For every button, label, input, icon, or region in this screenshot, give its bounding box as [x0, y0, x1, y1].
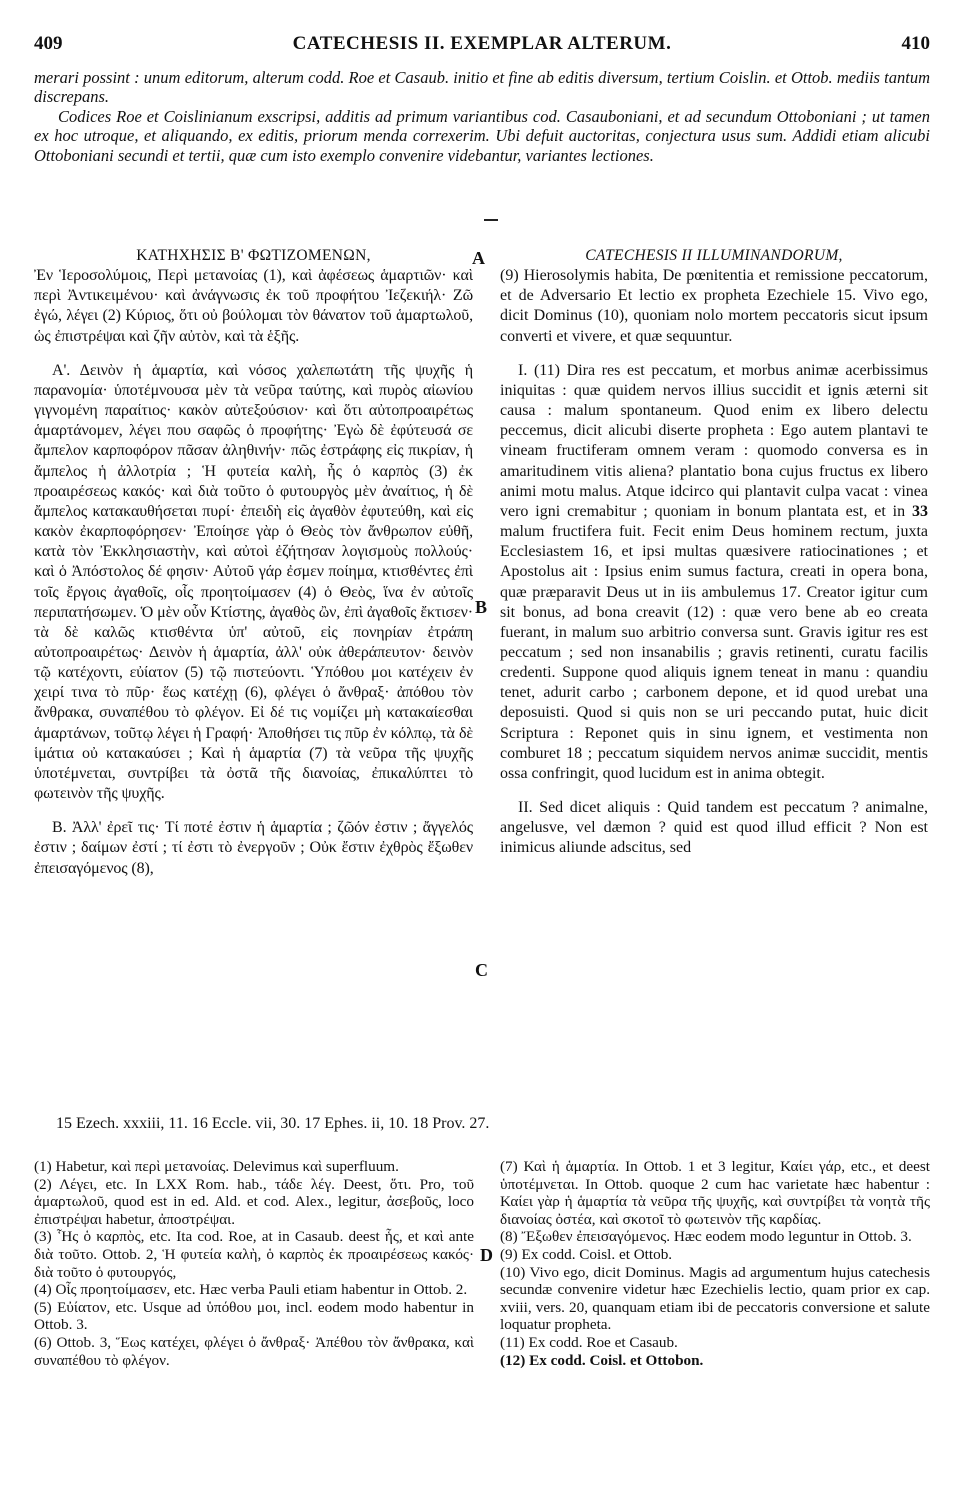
footnote: (11) Ex codd. Roe et Casaub.	[500, 1333, 678, 1351]
greek-paragraph: Ἐν Ἱεροσολύμοις, Περὶ μετανοίας (1), καὶ ἀφέσεως ἁμαρτιῶν· καὶ περὶ Ἀντικειμένου· καὶ ἀνάγνωσις ἐκ τοῦ προφήτου Ἰεζεκιήλ· Ζῶ ἐγώ, λέγει (2) Κύριος, ὅτι οὐ βούλομαι τὸν θάνατον τοῦ ἁμαρτωλοῦ, ὡς ἐπιστρέψαι καὶ ζῆν αὐτὸν, καὶ τὰ ἑξῆς.	[34, 267, 473, 345]
section-divider	[484, 219, 498, 221]
footnote: (10) Vivo ego, dicit Dominus. Magis ad argumentum hujus catechesis secundæ convenire videtur hæc Ezechielis lectio, quam prior ex cap. xviii, vers. 20, quanquam etiam ibi de peccatoris conversione et salute loquatur propheta.	[500, 1263, 930, 1334]
latin-paragraph: (9) Hierosolymis habita, De pœnitentia et remissione peccatorum, et de Adversario Et lectio ex propheta Ezechiele 15. Vivo ego, dicit Dominus (10), quoniam nolo mortem peccatoris sicut ipsum converti et vivere, et quæ sequuntur.	[500, 267, 928, 345]
latin-column	[500, 246, 928, 859]
latin-text: malum fructifera fuit. Fecit enim Deus hominem rectum, juxta Ecclesiastem 16, et ipsi multas quæsivere ratiocinationes ; et Apostolus ait : Ipsius enim sumus factura, creati in opera bona, quæ præparavit Deus ut in iis ambulemus 17. Creator igitur cum sit bonus, ad bona creavit (12) : quæ vero bene ab eo creata fuerant, in malum suo arbitrio conversa sunt. Gravis igitur res est peccatum ; sed non insanabilis ; gravis retinenti, curatu facilis credenti. Suppone quod aliquis ignem teneat in manu : quandiu tenet, adurit carbo ; carbonem depone, et id quod urebat una deposuisti. Quod si quis non se uri peccando putat, huic dicit Scriptura : Reponet quis in sinu ignem, et vestimenta non comburet 18 ; peccatum siquidem nervos animæ succidit, mentis ossa confringit, quod lucidum est in anima obtegit.	[500, 523, 928, 782]
footnote: (1) Habetur, καὶ περὶ μετανοίας. Delevimus καὶ superfluum.	[34, 1158, 399, 1175]
intro-paragraph: merari possint : unum editorum, alterum codd. Roe et Casaub. initio et fine ab editis diversum, tertium Coislin. et Ottob. mediis tantum discrepans.	[34, 68, 930, 107]
margin-marker-a: A	[472, 248, 485, 268]
footnote: (2) Λέγει, etc. In LXX Rom. hab., τάδε λέγ. Deest, ὅτι. Pro, τοῦ ἁμαρτωλοῦ, quod est in ed. Ald. et cod. Alex., legitur, ἀσεβοῦς, loco ἐπιστρέψαι habetur, ἀποστρέψαι.	[34, 1175, 474, 1228]
footnote: (8) Ἔξωθεν ἐπεισαγόμενος. Hæc eodem modo leguntur in Ottob. 3.	[500, 1228, 912, 1246]
paragraph-gap	[34, 347, 473, 361]
running-title: CATECHESIS II. EXEMPLAR ALTERUM.	[292, 33, 672, 54]
latin-paragraph: II. Sed dicet aliquis : Quid tandem est peccatum ? animalne, angelusve, vel dæmon ? quid est quod illud efficit ? Non est inimicus aliunde adscitus, sed	[500, 799, 928, 857]
greek-title: ΚΑΤΗΧΗΣΙΣ Β' ΦΩΤΙΖΟΜΕΝΩΝ,	[136, 247, 371, 264]
footnote: (5) Εὐίατον, etc. Usque ad ὑπόθου μοι, incl. eodem modo habentur in Ottob. 3.	[34, 1298, 474, 1334]
footnote: (4) Οἷς προητοίμασεν, etc. Hæc verba Pauli etiam habentur in Ottob. 2.	[34, 1281, 468, 1299]
paragraph-gap	[34, 804, 473, 818]
introduction	[34, 68, 930, 165]
footnotes-right	[500, 1158, 930, 1369]
page-number-right: 410	[901, 33, 930, 54]
greek-paragraph: Α'. Δεινὸν ἡ ἁμαρτία, καὶ νόσος χαλεπωτάτη τῆς ψυχῆς ἡ παρανομία· ὑποτέμνουσα μὲν τὰ νεῦρα ταύτης, καὶ πυρὸς αἰωνίου γιγνομένη παραίτιος· κακὸν αὐτεξούσιον· καὶ ὅτι αὐτοπροαιρέτως ἁμαρτάνομεν, λέγει που σαφῶς ὁ προφήτης· Ἐγὼ δὲ ἐφύτευσά σε ἄμπελον καρποφόρον πᾶσαν ἀληθινήν· πῶς ἐστράφης εἰς πικρίαν, ἡ ἄμπελος ἡ ἀλλοτρία ; Ἡ φυτεία καλὴ, ἧς ὁ καρπὸς (3) ἐκ προαιρέσεως κακός· καὶ διὰ τοῦτο ὁ φυτουργὸς μὲν ἀναίτιος, ἡ δὲ ἄμπελος κατακαυθήσεται πυρί· ἐπειδὴ εἰς ἀγαθὸν ἐφυτεύθη, καὶ εἰς κακὸν ἐκαρποφόρησεν· Ἐποίησε γὰρ ὁ Θεὸς τὸν ἄνθρωπον εὐθῆ, κατὰ τὸν Ἐκκλησιαστὴν, καὶ αὐτοὶ ἐζήτησαν λογισμοὺς πολλούς· καὶ ὁ Ἀπόστολος δέ φησιν· Αὐτοῦ γάρ ἐσμεν ποίημα, κτισθέντες ἐπὶ τοῖς ἔργοις ἀγαθοῖς, οἷς προητοίμασεν (4) ὁ Θεὸς, ἵνα ἐν αὐτοῖς περιπατήσωμεν. Ὁ μὲν οὖν Κτίστης, ἀγαθὸς ὢν, ἐπὶ ἀγαθοῖς ἔκτισεν· τὰ δὲ καλῶς κτισθέντα ὑπ' αὐτοῦ, εἰς πονηρίαν ἐτράπη αὐτοπροαιρέτως· Δεινὸν ἡ ἁμαρτία, ἀλλ' οὐκ ἀθεράπευτον· δεινὸν τῷ κατέχοντι, εὐίατον (5) τῷ πιστεύοντι. Ὑπόθου μοι κατέχειν ἐν χειρί τινα τὸ πῦρ· ἕως κατέχῃ (6), φλέγει ὁ ἄνθραξ· ἀπόθου τὸν ἄνθρακα, συναπέθου τὸ φλέγον. Εἰ δέ τις νομίζει μὴ κατακαίεσθαι ἁμαρτάνων, τοῦτῳ λέγει ἡ Γραφή· Ἀποθήσει τις πῦρ ἐν κόλπῳ, τὰ δὲ ἱμάτια οὐ κατακαύσει ; Καὶ ἡ ἁμαρτία (7) τὰ νεῦρα τῆς ψυχῆς ὑποτέμνεται, συντρίβει τὰ ὀστᾶ τῆς διανοίας, ἐπικαλύπτει τὸ φωτεινὸν τῆς ψυχῆς.	[34, 361, 473, 803]
scripture-references: 15 Ezech. xxxiii, 11. 16 Eccle. vii, 30. 17 Ephes. ii, 10. 18 Prov. 27.	[56, 1115, 490, 1132]
margin-marker-d: D	[480, 1245, 493, 1265]
footnotes-left	[34, 1158, 474, 1369]
margin-marker-c: C	[475, 960, 488, 980]
paragraph-gap	[500, 347, 928, 361]
footnote: (6) Ottob. 3, Ἕως κατέχει, φλέγει ὁ ἄνθραξ· Ἀπέθου τὸν ἄνθρακα, καὶ συναπέθου τὸ φλέγον.	[34, 1333, 474, 1369]
greek-paragraph: Β. Ἀλλ' ἐρεῖ τις· Τί ποτέ ἐστιν ἡ ἁμαρτία ; ζῶόν ἐστιν ; ἄγγελός ἐστιν ; δαίμων ἐστί ; τί ἐστι τὸ ἐνεργοῦν ; Οὐκ ἔστιν ἐχθρὸς ἔξωθεν ἐπεισαγόμενος (8),	[34, 819, 473, 877]
footnote: (7) Καὶ ἡ ἁμαρτία. In Ottob. 1 et 3 legitur, Καίει γάρ, etc., et deest ὑποτέμνεται. In Ottob. quoque 2 cum hac varietate hæc habentur : Καίει γὰρ ἡ ἁμαρτία τὰ νεῦρα τῆς ψυχῆς, καὶ συντρίβει τὰ νοητὰ τῆς διανοίας ὀστέα, καὶ σκοτοῖ τὸ φωτεινὸν τῆς καρδίας.	[500, 1158, 930, 1228]
footnote: (12) Ex codd. Coisl. et Ottobon.	[500, 1351, 704, 1369]
column-number: 33	[912, 502, 929, 520]
margin-marker-b: B	[475, 597, 488, 617]
paragraph-gap	[500, 784, 928, 798]
greek-column	[34, 246, 473, 879]
footnote: (9) Ex codd. Coisl. et Ottob.	[500, 1245, 673, 1263]
page-header	[34, 33, 930, 57]
latin-title: CATECHESIS II ILLUMINANDORUM,	[585, 247, 843, 264]
latin-text: I. (11) Dira res est peccatum, et morbus animæ acerbissimus iniquitas : quæ quidem nervos illius succidit et ignis æterni sit causa : malum spontaneum. Quod enim ex libero delectu peccemus, dicit alicubi diserte propheta : Ego autem plantavi te vineam fructiferam omnem veram : quomodo conversa es in amaritudinem vitis aliena? plantatio bona cujus fructus ex libero animi motu malus. Atque idcirco qui plantavit culpa vacat : vinea vero igni cremabitur ; quoniam in bonum plantata est, et in	[500, 361, 928, 520]
page-number-left: 409	[34, 33, 63, 54]
intro-paragraph: Codices Roe et Coislinianum exscripsi, additis ad primum variantibus cod. Casauboniani, et ad secundum Ottoboniani ; ut tamen ex hoc utroque, et aliquando, ex editis, priorum menda correxerim. Ubi defuit auctoritas, conjectura usus sum. Addidi etiam alicubi Ottoboniani secundi et tertii, quæ cum isto exemplo convenire videbantur, variantes lectiones.	[34, 106, 930, 165]
latin-paragraph	[500, 361, 928, 784]
footnote: (3) Ἧς ὁ καρπὸς, etc. Ita cod. Roe, at in Casaub. deest ἧς, et καὶ ante διὰ τοῦτο. Ottob. 2, Ἡ φυτεία καλὴ, ὁ καρπὸς ἐκ προαιρέσεως κακός· διὰ τοῦτο ὁ φυτουργός,	[34, 1228, 474, 1281]
